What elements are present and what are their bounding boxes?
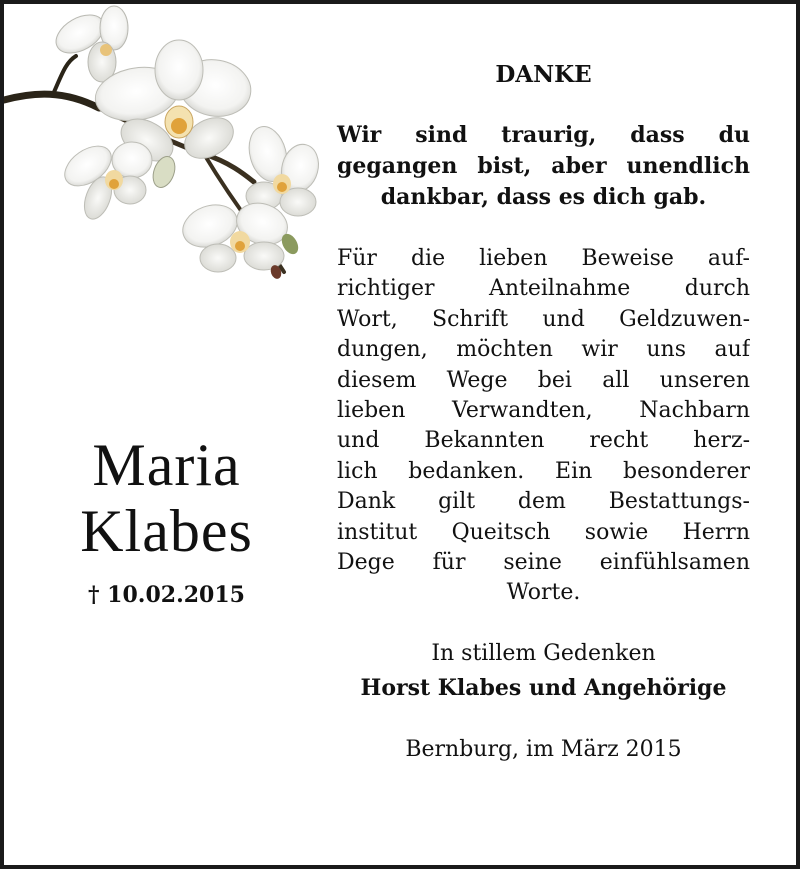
body-line: Dege für seine einfühlsamen bbox=[337, 550, 750, 576]
body-line: Für die lieben Beweise auf- bbox=[337, 246, 750, 271]
motto-line: gegangen bist, aber unendlich bbox=[337, 153, 750, 179]
motto bbox=[337, 120, 750, 213]
deceased-first-name: Maria bbox=[92, 432, 241, 498]
deceased-last-name: Klabes bbox=[80, 498, 253, 564]
body-line: Dank gilt dem Bestattungs- bbox=[337, 489, 750, 515]
signed-by: Horst Klabes und Angehörige bbox=[360, 674, 727, 701]
orchid-icon bbox=[4, 4, 334, 294]
motto-line: Wir sind traurig, dass du bbox=[337, 122, 750, 148]
body-line: Wort, Schrift und Geldzuwen- bbox=[337, 306, 750, 332]
death-date: † 10.02.2015 bbox=[88, 582, 245, 608]
body-line: Worte. bbox=[506, 580, 581, 606]
body-line: diesem Wege bei all unseren bbox=[337, 367, 750, 393]
body-line: lich bedanken. Ein besonderer bbox=[337, 458, 750, 484]
heading: DANKE bbox=[495, 61, 592, 88]
body-line: dungen, möchten wir uns auf bbox=[337, 337, 750, 363]
closing bbox=[337, 637, 750, 705]
body-line: institut Queitsch sowie Herrn bbox=[337, 519, 750, 545]
body-line: richtiger Anteilnahme durch bbox=[337, 276, 750, 302]
body-line: und Bekannten recht herz- bbox=[337, 428, 750, 454]
place-date: Bernburg, im März 2015 bbox=[405, 736, 682, 762]
deceased-name-block bbox=[24, 432, 309, 608]
body-line: lieben Verwandten, Nachbarn bbox=[337, 398, 750, 424]
closing-phrase: In stillem Gedenken bbox=[431, 640, 656, 666]
motto-line: dankbar, dass es dich gab. bbox=[380, 184, 707, 210]
thanks-text-column bbox=[337, 60, 750, 765]
thanks-body bbox=[337, 244, 750, 609]
